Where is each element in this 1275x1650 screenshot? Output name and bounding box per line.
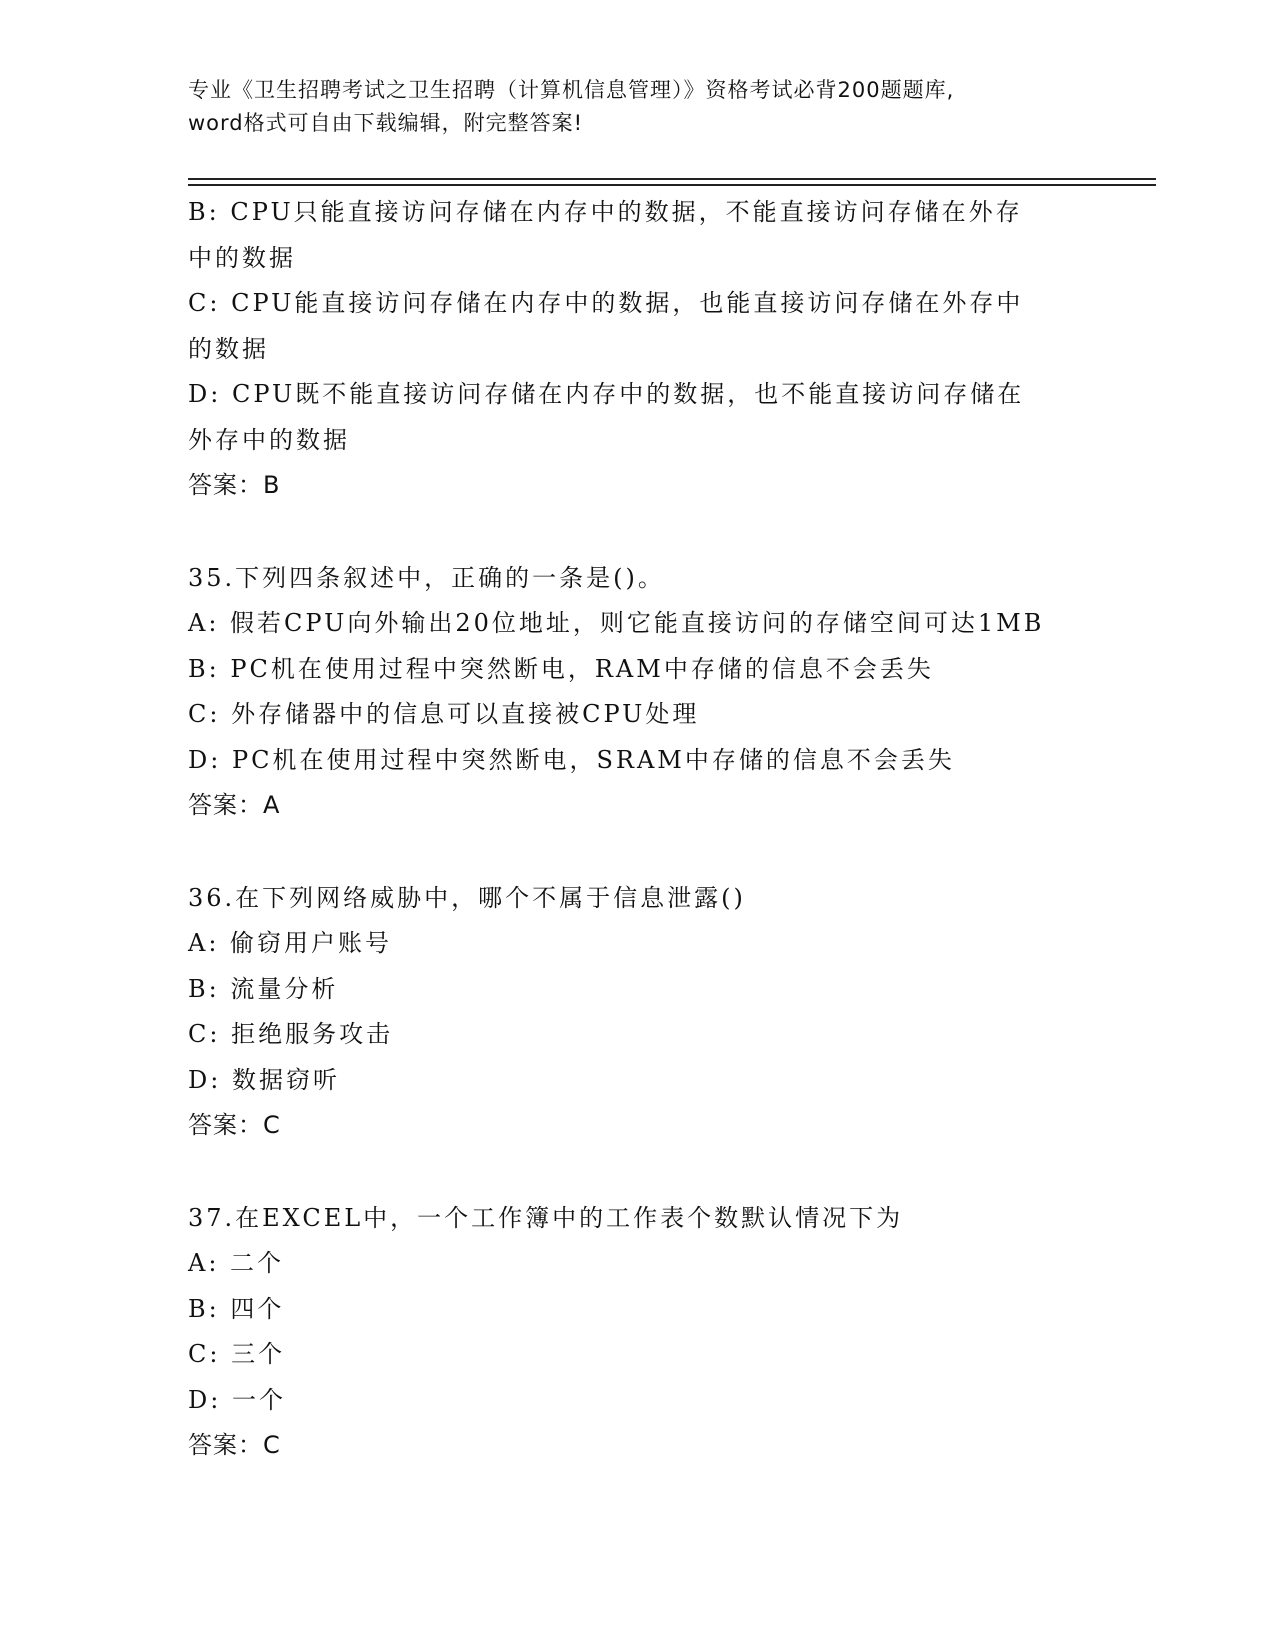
question-35-option-b: B: PC机在使用过程中突然断电，RAM中存储的信息不会丢失 bbox=[188, 654, 934, 683]
question-35-option-a: A: 假若CPU向外输出20位地址，则它能直接访问的存储空间可达1MB bbox=[188, 609, 1045, 637]
question-35 bbox=[188, 556, 1108, 829]
spacer bbox=[188, 829, 1108, 876]
question-36-option-d: D: 数据窃听 bbox=[188, 1065, 340, 1094]
option-c-line-1: C: CPU能直接访问存储在内存中的数据，也能直接访问存储在外存中 bbox=[188, 289, 1024, 317]
spacer bbox=[188, 1149, 1108, 1196]
question-34-tail bbox=[188, 190, 1108, 509]
question-36-text: 36.在下列网络威胁中，哪个不属于信息泄露() bbox=[188, 883, 746, 912]
question-37-option-b: B: 四个 bbox=[188, 1294, 285, 1323]
question-35-option-d: D: PC机在使用过程中突然断电，SRAM中存储的信息不会丢失 bbox=[188, 745, 955, 774]
header-title-line-1: 专业《卫生招聘考试之卫生招聘（计算机信息管理）》资格考试必背200题题库, bbox=[188, 78, 955, 102]
answer-37: 答案：C bbox=[188, 1431, 281, 1459]
question-36 bbox=[188, 876, 1108, 1149]
question-37-option-d: D: 一个 bbox=[188, 1385, 286, 1414]
header-divider-top bbox=[188, 178, 1156, 180]
document-header bbox=[188, 74, 1088, 140]
question-list bbox=[188, 190, 1108, 1469]
option-d-line-1: D: CPU既不能直接访问存储在内存中的数据，也不能直接访问存储在 bbox=[188, 380, 1025, 408]
question-37 bbox=[188, 1196, 1108, 1469]
question-36-option-a: A: 偷窃用户账号 bbox=[188, 929, 393, 957]
question-35-option-c: C: 外存储器中的信息可以直接被CPU处理 bbox=[188, 700, 700, 728]
spacer bbox=[188, 509, 1108, 556]
option-b-line-2: 中的数据 bbox=[188, 243, 296, 272]
answer-35: 答案：A bbox=[188, 791, 281, 819]
answer-34: 答案：B bbox=[188, 471, 281, 499]
answer-36: 答案：C bbox=[188, 1111, 281, 1139]
option-b-line-1: B: CPU只能直接访问存储在内存中的数据，不能直接访问存储在外存 bbox=[188, 198, 1023, 226]
question-36-option-b: B: 流量分析 bbox=[188, 974, 339, 1003]
question-35-text: 35.下列四条叙述中，正确的一条是()。 bbox=[188, 563, 665, 592]
question-37-option-a: A: 二个 bbox=[188, 1249, 285, 1277]
question-37-text: 37.在EXCEL中，一个工作簿中的工作表个数默认情况下为 bbox=[188, 1203, 904, 1232]
header-divider-bottom bbox=[188, 184, 1156, 186]
question-36-option-c: C: 拒绝服务攻击 bbox=[188, 1020, 394, 1048]
option-d-line-2: 外存中的数据 bbox=[188, 425, 350, 454]
option-c-line-2: 的数据 bbox=[188, 334, 269, 363]
header-title-line-2: word格式可自由下载编辑，附完整答案! bbox=[188, 111, 584, 135]
question-37-option-c: C: 三个 bbox=[188, 1340, 286, 1368]
